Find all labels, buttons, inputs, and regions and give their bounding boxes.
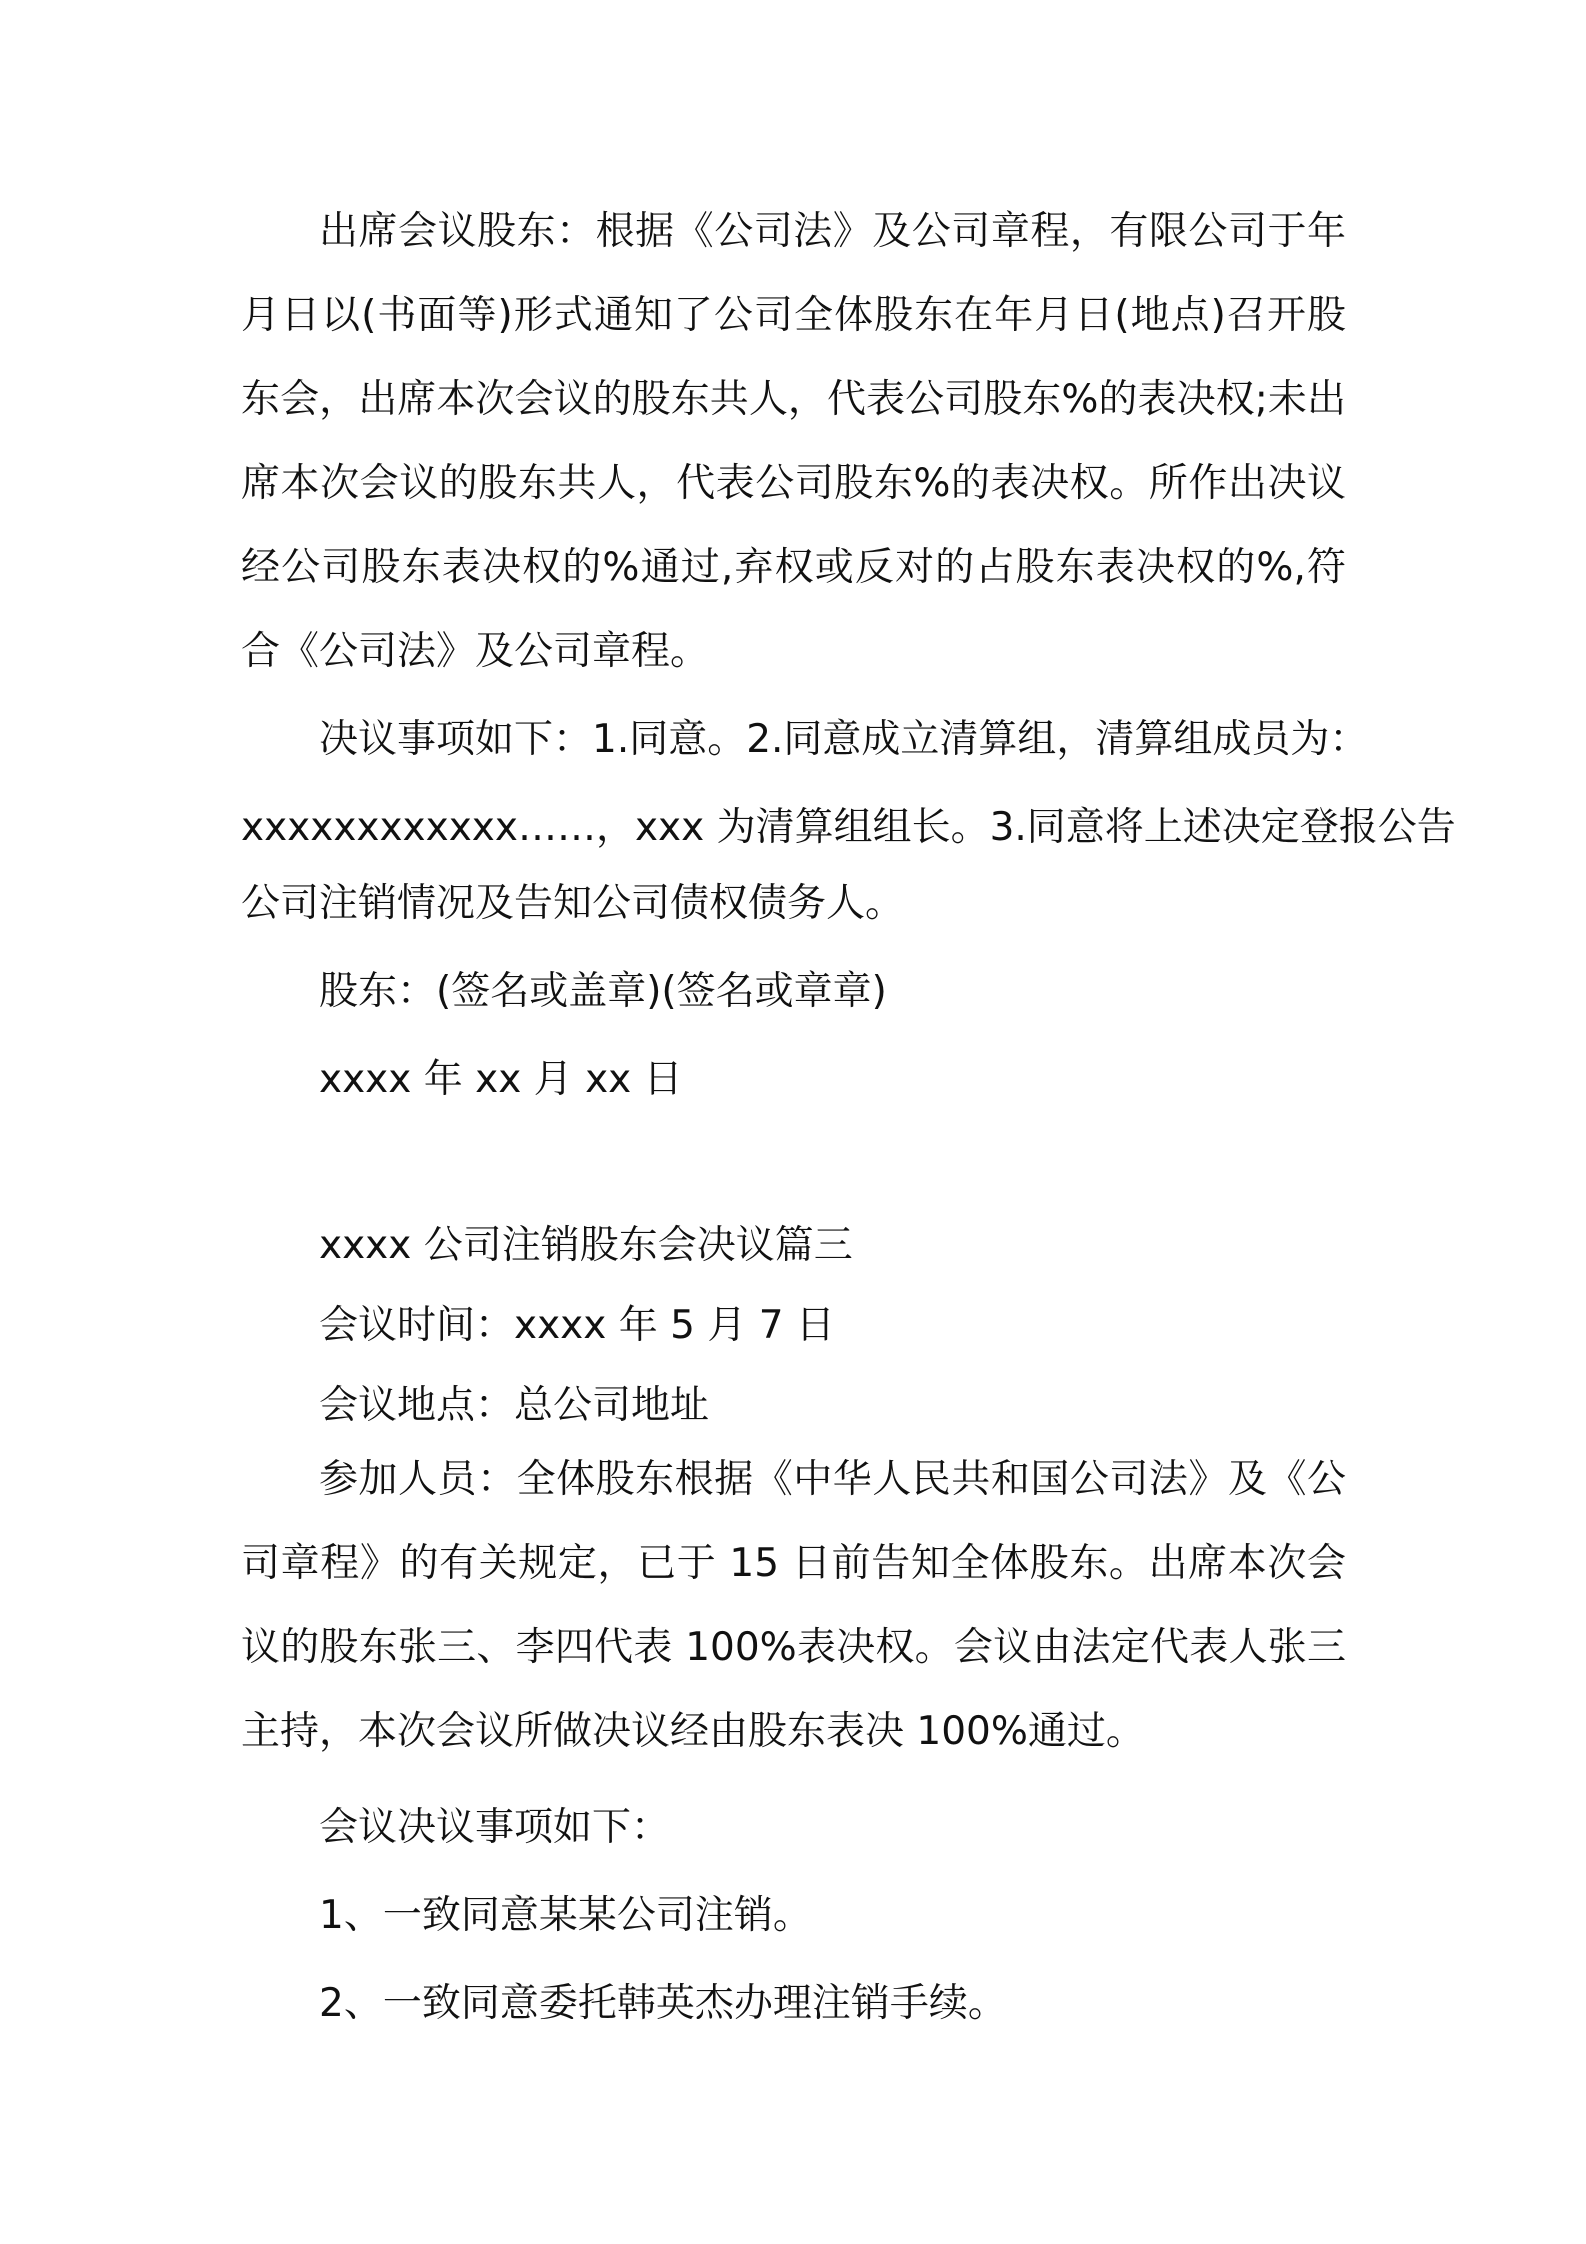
paragraph-attendees: 参加人员：全体股东根据《中华人民共和国公司法》及《公司章程》的有关规定，已于 15 日前告知全体股东。出席本次会议的股东张三、李四代表 100%表决权。会议由法定代表人张三主持，本次会议所做决议经由股东表决 100%通过。 — [241, 1457, 1346, 1754]
resolution-items-line-2: xxxxxxxxxxxx……，xxx 为清算组组长。3.同意将上述决定登报公告 — [241, 805, 1456, 850]
resolution-items-line-1: 决议事项如下：1.同意。2.同意成立清算组，清算组成员为： — [319, 717, 1369, 762]
meeting-time: 会议时间：xxxx 年 5 月 7 日 — [319, 1303, 835, 1348]
shareholder-signature: 股东：(签名或盖章)(签名或章章) — [319, 969, 887, 1014]
resolutions-heading: 会议决议事项如下： — [319, 1805, 671, 1850]
meeting-place: 会议地点：总公司地址 — [319, 1383, 710, 1428]
resolution-item-2: 2、一致同意委托韩英杰办理注销手续。 — [319, 1981, 1007, 2026]
signature-date: xxxx 年 xx 月 xx 日 — [319, 1057, 683, 1102]
resolution-items-line-3: 公司注销情况及告知公司债权债务人。 — [241, 881, 905, 926]
resolution-item-1: 1、一致同意某某公司注销。 — [319, 1893, 812, 1938]
section-title: xxxx 公司注销股东会决议篇三 — [319, 1223, 853, 1268]
paragraph-attending-shareholders: 出席会议股东：根据《公司法》及公司章程，有限公司于年月日以(书面等)形式通知了公司全体股东在年月日(地点)召开股东会，出席本次会议的股东共人，代表公司股东%的表决权;未出席本次会议的股东共人，代表公司股东%的表决权。所作出决议经公司股东表决权的%通过,弃权或反对的占股东表决权的%,符合《公司法》及公司章程。 — [241, 209, 1346, 674]
